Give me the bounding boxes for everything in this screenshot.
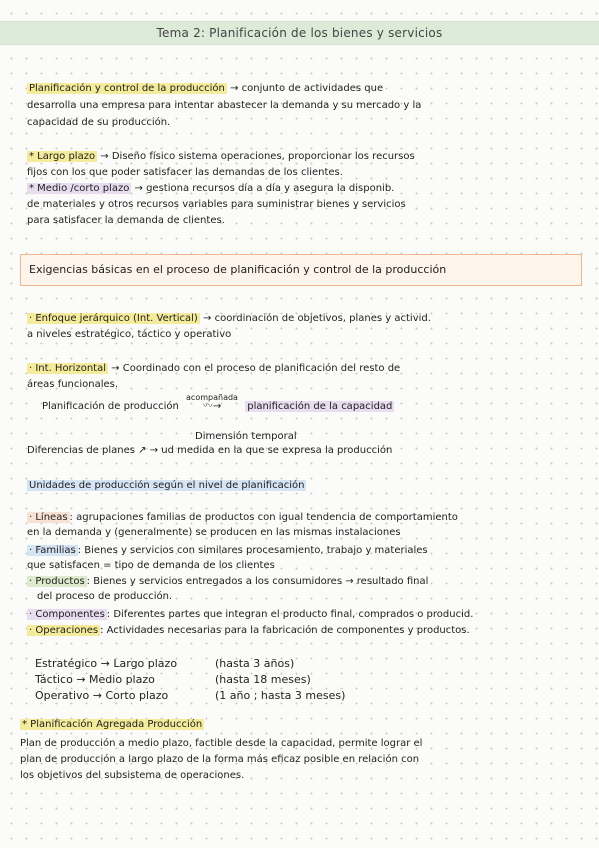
intro-text-1: → conjunto de actividades que xyxy=(230,83,384,94)
mid-term-label: * Medio /corto plazo xyxy=(29,183,130,194)
level-label: Táctico → Medio plazo xyxy=(35,673,155,686)
lineas-term: · Líneas xyxy=(29,512,68,523)
requirements-box-title: Exigencias básicas en el proceso de planificación y control de la producción xyxy=(29,263,447,276)
lineas-line-2: en la demanda y (generalmente) se producen en las mismas instalaciones xyxy=(27,527,401,538)
level-label: Operativo → Corto plazo xyxy=(35,689,169,702)
horizontal-text-1: → Coordinado con el proceso de planificación del resto de xyxy=(111,363,401,374)
aggregate-line-3: los objetivos del subsistema de operaciones. xyxy=(20,770,245,781)
accompanied-label: acompañada xyxy=(186,393,238,402)
horizontal-line-2: áreas funcionales. xyxy=(27,379,119,390)
level-row xyxy=(35,673,311,687)
productos-text-1: : Bienes y servicios entregados a los consumidores → resultado final xyxy=(86,576,429,587)
long-term-line-2: fijos con los que poder satisfacer las demandas de los clientes. xyxy=(27,167,343,178)
vertical-text-1: → coordinación de objetivos, planes y activid. xyxy=(203,313,431,324)
vertical-line-1 xyxy=(27,312,431,326)
title-banner xyxy=(0,21,599,45)
production-planning: Planificación de producción xyxy=(42,401,179,412)
componentes-text: : Diferentes partes que integran el producto final, comprados o producid. xyxy=(106,609,474,620)
operaciones-text: : Actividades necesarias para la fabricación de componentes y productos. xyxy=(100,625,470,636)
level-range: (hasta 3 años) xyxy=(215,657,295,670)
horizontal-line-1 xyxy=(27,362,400,376)
productos-line-1 xyxy=(27,575,428,589)
lineas-line-1 xyxy=(27,511,458,525)
mid-term-text-1: → gestiona recursos día a día y asegura la disponib. xyxy=(134,183,395,194)
horizontal-term: · Int. Horizontal xyxy=(29,363,106,374)
componentes-line xyxy=(27,608,473,622)
lineas-text-1: : agrupaciones familias de productos con igual tendencia de comportamiento xyxy=(69,512,458,523)
aggregate-line-1: Plan de producción a medio plazo, factible desde la capacidad, permite lograr el xyxy=(20,738,423,749)
productos-term: · Productos xyxy=(29,576,85,587)
units-title-line xyxy=(27,479,306,493)
long-term-line-1 xyxy=(27,150,415,164)
componentes-term: · Componentes xyxy=(29,609,105,620)
planning-relation xyxy=(42,393,394,414)
familias-term: · Familias xyxy=(29,545,76,556)
productos-line-2: del proceso de producción. xyxy=(37,591,173,602)
level-row xyxy=(35,689,346,703)
level-label: Estratégico → Largo plazo xyxy=(35,657,178,670)
differences-line xyxy=(27,444,392,458)
vertical-line-2: a niveles estratégico, táctico y operativo xyxy=(27,329,232,340)
temporal-dimension: Dimensión temporal xyxy=(195,431,297,442)
differences-label: Diferencias de planes xyxy=(27,445,135,456)
page-title: Tema 2: Planificación de los bienes y servicios xyxy=(156,26,443,40)
familias-line-2: que satisfacen = tipo de demanda de los clientes xyxy=(27,560,275,571)
operaciones-term: · Operaciones xyxy=(29,625,99,636)
mid-term-line-3: para satisfacer la demanda de clientes. xyxy=(27,215,225,226)
intro-line-2: desarrolla una empresa para intentar abastecer la demanda y su mercado y la xyxy=(27,100,422,111)
aggregate-title-line xyxy=(20,718,204,732)
intro-term: Planificación y control de la producción xyxy=(29,83,225,94)
level-row xyxy=(35,657,295,671)
mid-term-line-2: de materiales y otros recursos variables para suministrar bienes y servicios xyxy=(27,199,406,210)
vertical-term: · Enfoque jerárquico (Int. Vertical) xyxy=(29,313,198,324)
units-title: Unidades de producción según el nivel de planificación xyxy=(29,480,305,491)
mid-term-line-1 xyxy=(27,182,394,196)
intro-line-1 xyxy=(27,82,383,96)
operaciones-line xyxy=(27,624,470,638)
familias-line-1 xyxy=(27,544,428,558)
long-term-text-1: → Diseño físico sistema operaciones, proporcionar los recursos xyxy=(100,151,415,162)
aggregate-title: * Planificación Agregada Producción xyxy=(22,719,203,730)
intro-line-3: capacidad de su producción. xyxy=(27,117,171,128)
branch-arrow-icon: ↗ xyxy=(138,445,147,456)
capacity-planning: planificación de la capacidad xyxy=(247,401,393,412)
requirements-box xyxy=(20,254,582,286)
differences-measure: → ud medida en la que se expresa la producción xyxy=(149,445,393,456)
familias-text-1: : Bienes y servicios con similares procesamiento, trabajo y materiales xyxy=(77,545,428,556)
wavy-arrow-icon: 〰→ xyxy=(202,401,222,412)
level-range: (hasta 18 meses) xyxy=(215,673,311,686)
level-range: (1 año ; hasta 3 meses) xyxy=(215,689,346,702)
aggregate-line-2: plan de producción a largo plazo de la forma más eficaz posible en relación con xyxy=(20,754,420,765)
long-term-label: * Largo plazo xyxy=(29,151,96,162)
